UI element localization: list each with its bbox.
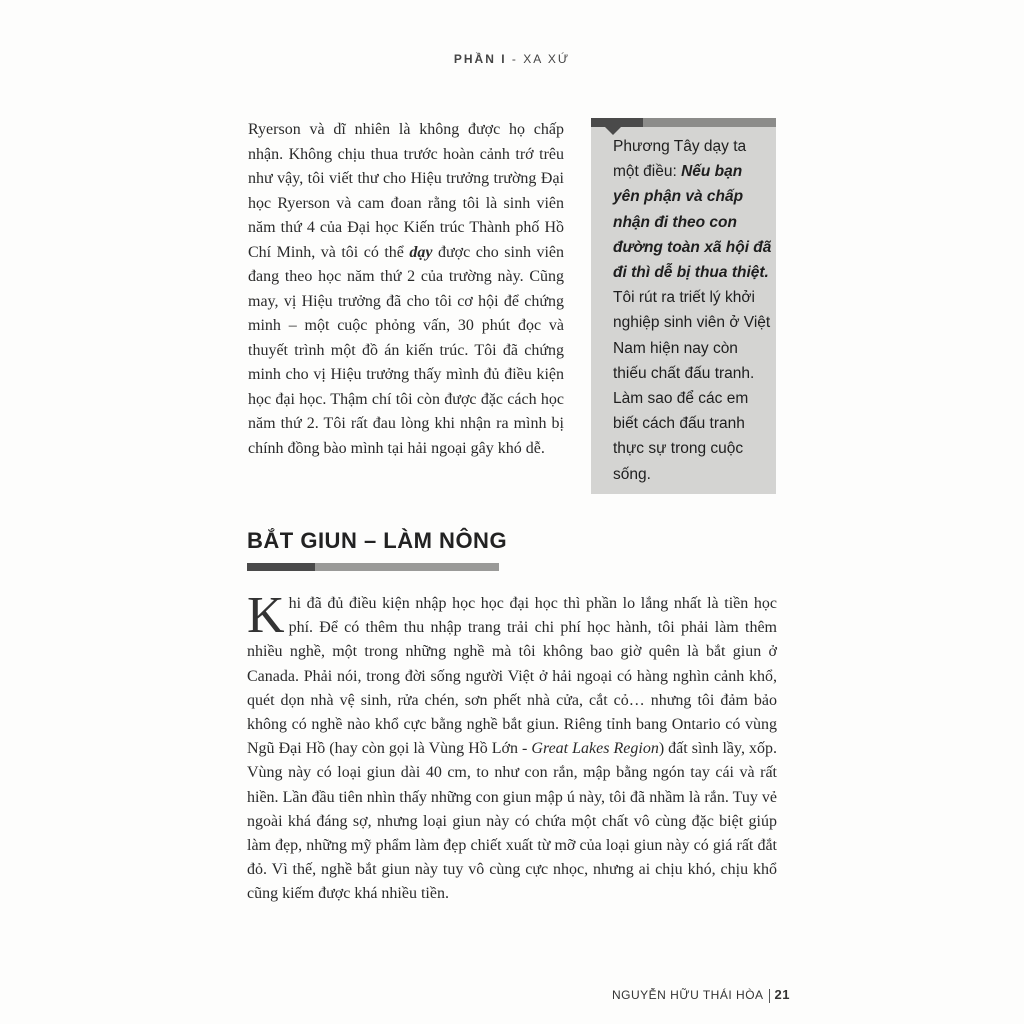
page-number: 21 bbox=[774, 987, 790, 1002]
section-text-part1: hi đã đủ điều kiện nhập học học đại học thì phần lo lắng nhất là tiền học phí. Để có thêm thu nhập trang trải chi phí học hành, tôi phải làm thêm nhiều nghề, một trong những nghề mà tôi không bao giờ quên là bắt giun ở Canada. Phải nói, trong đời sống người Việt ở hải ngoại có hàng nghìn cảnh khổ, quét dọn nhà vệ sinh, rửa chén, sơn phết nhà cửa, cắt cỏ… nhưng tôi đảm bảo không có nghề nào khổ cực bằng nghề bắt giun. Riêng tỉnh bang Ontario có vùng Ngũ Đại Hồ (hay còn gọi là Vùng Hồ Lớn - bbox=[247, 595, 777, 758]
left-column-paragraph bbox=[248, 118, 564, 461]
left-emphasis: dạy bbox=[409, 243, 433, 261]
page-footer bbox=[0, 987, 790, 1003]
section-title-bar bbox=[247, 563, 499, 571]
pull-quote-text bbox=[613, 134, 773, 487]
section-text-italic: Great Lakes Region bbox=[531, 740, 659, 758]
header-separator: - bbox=[506, 52, 524, 66]
left-text-after: được cho sinh viên đang theo học năm thứ 2 của trường này. Cũng may, vị Hiệu trưởng đã cho tôi cơ hội để chứng minh – một cuộc phỏng vấn, 30 phút đọc và thuyết trình một đồ án kiến trúc. Tôi đã chứng minh cho vị Hiệu trưởng thấy mình đủ điều kiện học đại học. Thậm chí tôi còn được đặc cách học năm thứ 2. Tôi rất đau lòng khi nhận ra mình bị chính đồng bào mình tại hải ngoại gây khó dễ. bbox=[248, 243, 564, 457]
footer-author: NGUYỄN HỮU THÁI HÒA bbox=[611, 988, 764, 1002]
section-text-part2: ) đất sình lầy, xốp. Vùng này có loại giun dài 40 cm, to như con rắn, mập bằng ngón tay cái và rất hiền. Lần đầu tiên nhìn thấy những con giun mập ú này, tôi đã nhầm là rắn. Tuy vẻ ngoài khá đáng sợ, nhưng loại giun này có chứa một chất vô cùng đặc biệt giúp làm đẹp, những mỹ phẩm làm đẹp chiết xuất từ mỡ của loại giun này có giá rất đắt đỏ. Vì thế, nghề bắt giun này tuy vô cùng cực nhọc, nhưng ai chịu khó, chịu khổ cũng kiếm được khá nhiều tiền. bbox=[247, 740, 777, 903]
pull-quote-box bbox=[591, 118, 776, 494]
pull-quote-rest: Tôi rút ra triết lý khởi nghiệp sinh viên ở Việt Nam hiện nay còn thiếu chất đấu tranh. Làm sao để các em biết cách đấu tranh thực sự trong cuộc sống. bbox=[613, 289, 771, 483]
pull-quote-bar bbox=[591, 118, 776, 127]
left-text-before: Ryerson và dĩ nhiên là không được họ chấp nhận. Không chịu thua trước hoàn cảnh trớ trêu như vậy, tôi viết thư cho Hiệu trưởng trường Đại học Ryerson và cam đoan rằng tôi là sinh viên năm thứ 4 của Đại học Kiến trúc Thành phố Hồ Chí Minh, và tôi có thể bbox=[248, 121, 564, 261]
part-label: PHẦN I bbox=[453, 52, 507, 66]
section-paragraph bbox=[247, 587, 777, 907]
part-title: XA XỨ bbox=[523, 52, 571, 66]
section-title: BẮT GIUN – LÀM NÔNG bbox=[247, 528, 508, 553]
running-header bbox=[0, 52, 1024, 66]
drop-cap: K bbox=[247, 587, 285, 644]
pull-quote-italic: Nếu bạn yên phận và chấp nhận đi theo con đường toàn xã hội đã đi thì dễ bị thua thiệt. bbox=[613, 163, 772, 282]
pull-quote-lead: Phương Tây dạy ta một điều: bbox=[613, 138, 747, 181]
footer-divider bbox=[769, 989, 770, 1003]
